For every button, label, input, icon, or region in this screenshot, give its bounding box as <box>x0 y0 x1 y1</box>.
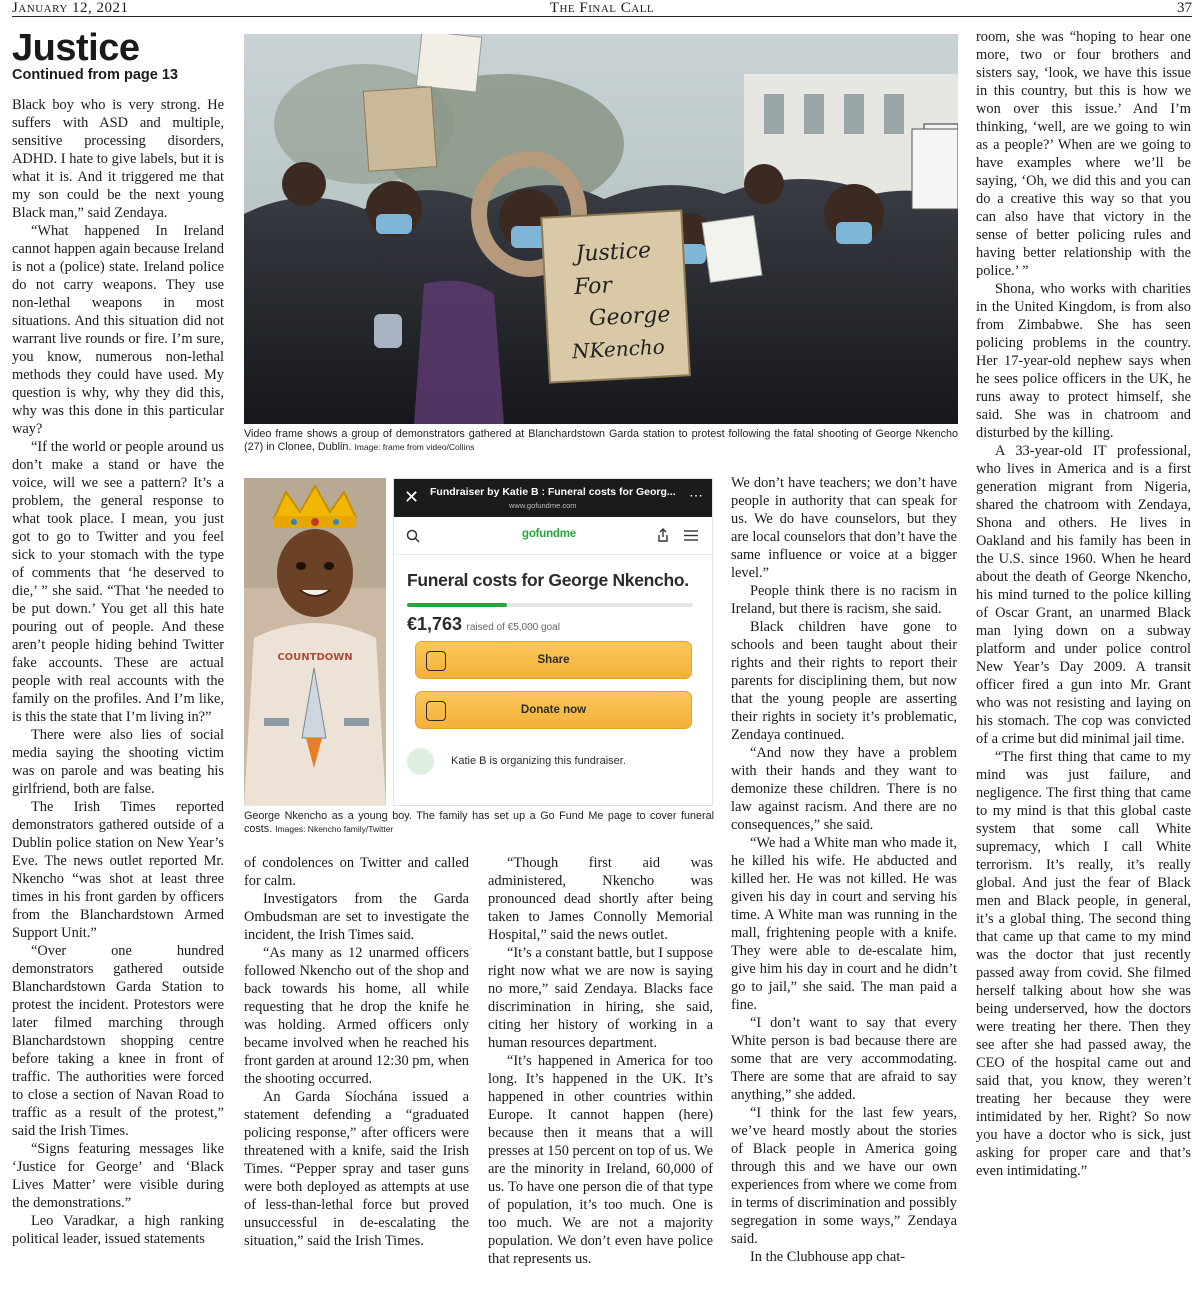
protest-photo <box>244 34 958 424</box>
goal-text: raised of €5,000 goal <box>466 622 560 633</box>
more-icon[interactable]: ⋯ <box>689 487 704 503</box>
inset-caption-text: George Nkencho as a young boy. The family has set up a Go Fund Me page to cover funeral costs. <box>244 810 714 835</box>
protest-photo-image <box>244 34 958 424</box>
paragraph: Shona, who works with charities in the United Kingdom, is from also from Zimbabwe. She has seen policing problems in the country. Her 17-year-old nephew says when he sees police officers in the UK, he runs away to protect himself, she said. She was in chatroom and disturbed by the killing. <box>976 281 1191 441</box>
paragraph: “If the world or people around us don’t make a stand or have the voice, will we see a pattern? It’s a problem, the general response to what took place. I mean, you just got to go to Twitter and you feel sick to your stomach with the type of comments that ‘he deserved to die,’ ” she said. “That ‘he needed to be put down.’ You get all this hate pouring out of people. And these aren’t people hiding behind Twitter fake accounts. These are actual people with real accounts with the family on the profiles. And I’m like, is this the state that I’m living in?” <box>12 439 224 725</box>
svg-text:COUNTDOWN: COUNTDOWN <box>277 652 353 663</box>
child-photo <box>244 478 386 806</box>
paragraph: There were also lies of social media saying the shooting victim was on parole and was beating his girlfriend, both are false. <box>12 727 224 797</box>
article-column-5 <box>976 28 1191 1290</box>
paragraph: of condolences on Twitter and called for calm. <box>244 855 469 889</box>
paragraph: The Irish Times reported demonstrators gathered outside of a Dublin police station on New Year’s Eve. The news outlet reported Mr. Nkencho “was shot at least three times in his front garden by officers from the Blanchardstown Armed Support Unit.” <box>12 799 224 941</box>
page-number: 37 <box>1177 0 1192 16</box>
paragraph: “It’s happened in America for too long. It’s happened in the UK. It’s happened in other countries within Europe. It cannot happen (here) because then it means that a will presses at 150 percent on top of us. We are the minority in Ireland, 60,000 of us. To have one person die of that type of population, it’s too much. One is too much. We are not a majority population. We don’t even have police that represents us. <box>488 1053 713 1267</box>
newspaper-name: The Final Call <box>549 0 655 16</box>
share-button[interactable] <box>415 641 692 679</box>
photo-caption <box>244 428 958 454</box>
paragraph: “It’s a constant battle, but I suppose right now what we are now is saying no more,” said Zendaya. Blacks face discrimination in hiring, she said, citing her history of working in a human resources department. <box>488 945 713 1051</box>
browser-topbar <box>394 479 712 517</box>
paragraph: “I think for the last few years, we’ve heard mostly about the stories of Black people in America going through this and we have our own experiences from where we come from in terms of discrimination and possibly segregation in some ways,” Zendaya said. <box>731 1105 957 1247</box>
paragraph: “I don’t want to say that every White person is bad because there are some that are very accommodating. There are some that are afraid to say anything,” she added. <box>731 1015 957 1103</box>
paragraph: In the Clubhouse app chat- <box>750 1249 906 1265</box>
paragraph: “As many as 12 unarmed officers followed Nkencho out of the shop and back towards his home, all while requesting that he drop the knife he was holding. Armed officers only became involved when he reached his front garden at around 12:30 pm, when the shooting occurred. <box>244 945 469 1087</box>
search-icon[interactable] <box>406 529 420 543</box>
photo-caption-text: Video frame shows a group of demonstrators gathered at Blanchardstown Garda station to protest following the fatal shooting of George Nkencho (27) in Clonee, Dublin. <box>244 428 958 453</box>
article-column-3 <box>488 854 713 1292</box>
browser-url: www.gofundme.com <box>509 501 577 510</box>
paragraph: An Garda Síochána issued a statement defending a “graduated policing response,” after officers were threatened with a knife, said the Irish Times. “Pepper spray and taser guns were both deployed as attempts at use of less-than-lethal force but proved unsuccessful in de-escalating the situation,” said the Irish Times. <box>244 1089 469 1249</box>
paragraph: Black children have gone to schools and been taught about their rights and their rights to report their parents for disciplining them, but now that the young people are asserting their rights in society it’s problematic, Zendaya continued. <box>731 619 957 743</box>
svg-text:George: George <box>588 302 672 332</box>
paragraph: “The first thing that came to my mind was just failure, and negligence. The first thing that came to my mind is that this global caste system that some call White supremacy, which I call White terrorism. It’s really, it’s really global. And just the fear of Black men and Black people, in general, it’s a global thing. The second thing that came up that came to my mind was the doctor that just recently passed away from covid. She filmed herself talking about how she was being underserved, how the doctors were treating her there. Then they see after she had passed away, the CEO of the hospital came out and said that, you know, they weren’t treating her because they were intimidated by her. Right? So now you have a doctor who is sick, just asking for proper care and that’s even intimidating.” <box>976 749 1191 1179</box>
page-header <box>12 0 1192 17</box>
raised-amount: €1,763 <box>407 614 463 634</box>
share-icon[interactable] <box>656 528 670 542</box>
paragraph: We don’t have teachers; we don’t have people in authority that can speak for us. We do have counselors, but they are local counselors that don’t have the same influence or voice at a bigger level.” <box>731 475 957 581</box>
paragraph: “Signs featuring messages like ‘Justice for George’ and ‘Black Lives Matter’ were visible during the demonstrations.” <box>12 1141 224 1211</box>
article-column-2 <box>244 854 469 1292</box>
menu-icon[interactable] <box>684 530 698 541</box>
paragraph: Investigators from the Garda Ombudsman are set to investigate the incident, the Irish Times said. <box>244 891 469 943</box>
paragraph: “And now they have a problem with their hands and they want to demonize these children. There is no law against racism. And there are no consequences,” she said. <box>731 745 957 833</box>
share-icon <box>426 651 446 671</box>
paragraph: “We had a White man who made it, he killed his wife. He abducted and killed her. He was not killed. He was given his day in court and serving his time. A White man was running in the mall, frightening people with a knife. They were able to de-escalate him, give him his day in court and he didn’t go to jail,” she said. The man paid a fine. <box>731 835 957 1013</box>
article-headline: Justice <box>12 27 140 69</box>
close-icon[interactable]: ✕ <box>404 487 420 507</box>
share-button-label: Share <box>537 654 570 666</box>
crown-icon <box>274 486 356 518</box>
inset-credit: Images: Nkencho family/Twitter <box>275 824 394 834</box>
paragraph: “Over one hundred demonstrators gathered outside Blanchardstown Garda Station to protest the incident. Protestors were later filmed marching through Blanchardstown shopping centre before taking a knee in front of traffic. The authorities were forced to close a section of Navan Road to traffic as a result of the protest,” said the Irish Times. <box>12 943 224 1139</box>
gofundme-logo[interactable]: gofundme <box>522 528 576 540</box>
paragraph: Black boy who is very strong. He suffers with ASD and multiple, sensitive processing disorders, ADHD. I hate to give labels, but it is what it is. And it triggered me that my son could be the next young Black man,” said Zendaya. <box>12 97 224 221</box>
paragraph: A 33-year-old IT professional, who lives in America and is a first generation migrant from Nigeria, shared the chatroom with Zendaya, Shona and others. He lives in Oakland and his family has been in the U.S. since 1960. When he heard about the death of George Nkencho, his mind turned to the police killing of Oscar Grant, an unarmed Black man lying down on a subway platform and under police control New Year’s Day 2009. A transit officer fired a gun into Mr. Grant who was not resisting and laying on his stomach. The cop was convicted of a crime but did minimal jail time. <box>976 443 1191 747</box>
svg-text:NKencho: NKencho <box>571 334 666 364</box>
donate-button-label: Donate now <box>520 704 587 716</box>
photo-credit: Image: frame from video/Collins <box>354 442 475 452</box>
paragraph: “What happened In Ireland cannot happen again because Ireland is not a (police) state. Ireland police do not carry weapons. They use non-lethal weapons in most situations. And this situation did not warrant live rounds or fire. I’m sure, you know, numerous non-lethal methods they could have used. My question is why, why they did this, why was this done in this particular way? <box>12 223 224 437</box>
svg-text:For: For <box>573 273 613 301</box>
fundraiser-progress-bar <box>407 603 693 607</box>
donate-icon <box>426 701 446 721</box>
svg-text:Justice: Justice <box>574 238 652 268</box>
organizer-text: Katie B is organizing this fundraiser. <box>451 755 626 767</box>
organizer-icon <box>407 748 434 775</box>
paragraph: “Though first aid was administered, Nkencho was pronounced dead shortly after being taken to James Connolly Memorial Hospital,” said the news outlet. <box>488 855 713 943</box>
article-column-1 <box>12 96 224 1292</box>
site-navbar <box>394 517 712 555</box>
donate-button[interactable] <box>415 691 692 729</box>
child-photo-image <box>244 478 386 806</box>
fundraiser-title: Funeral costs for George Nkencho. <box>407 570 689 590</box>
browser-tab-title: Fundraiser by Katie B : Funeral costs for Georg... <box>430 486 676 498</box>
paragraph: room, she was “hoping to hear one more, two or four brothers and sisters say, ‘look, we have this issue in this country, but this is how we won over this issue.’ And I’m thinking, ‘well, are we going to win as a people?’ When are we going to have examples where we’ll be saying, ‘Oh, we did this and you can do a creative this way so that you can also have that victory in the sense of better policing rules and having better relationship with the police.’ ” <box>976 29 1191 279</box>
amount-raised <box>407 614 560 635</box>
paragraph: People think there is no racism in Ireland, but there is racism, she said. <box>731 583 957 617</box>
inset-caption <box>244 810 714 836</box>
gofundme-screenshot <box>393 478 713 806</box>
continuation-note: Continued from page 13 <box>12 67 178 83</box>
paragraph: Leo Varadkar, a high ranking political leader, issued statements <box>12 1213 224 1247</box>
progress-fill <box>407 603 507 607</box>
article-column-4 <box>731 474 957 1292</box>
issue-date: January 12, 2021 <box>12 0 129 16</box>
